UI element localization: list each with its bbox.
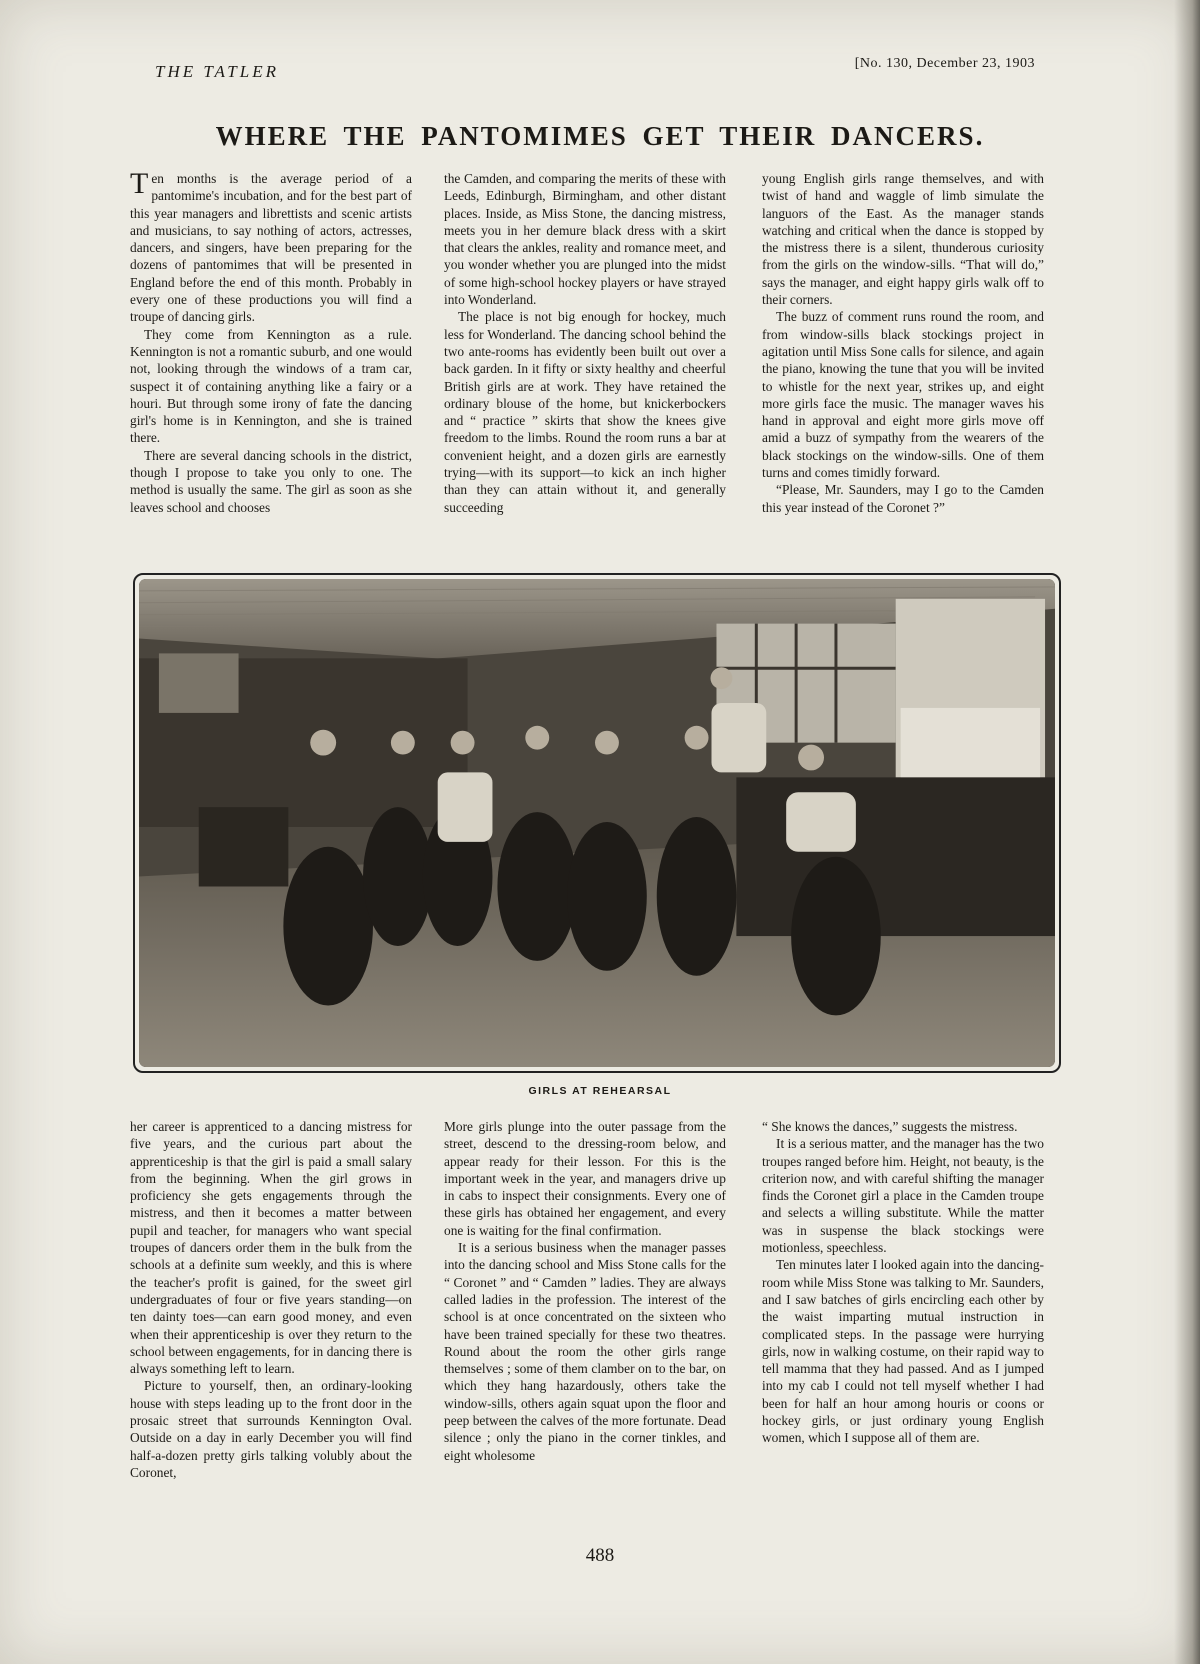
top-column-3 [762, 170, 1044, 516]
paragraph: It is a serious business when the manager passes into the dancing school and Miss Stone calls for the “ Coronet ” and “ Camden ” ladies. They are always called ladies in the profession. The interest of the school is at once concentrated on the sixteen who have been trained specially for these two theatres. Round about the room the other girls range themselves ; some of them clamber on to the bar, on which they hang hazardously, others take the window-sills, others again squat upon the floor and peep between the calves of the more fortunate. Dead silence ; only the piano in the corner tinkles, and eight wholesome [444, 1240, 726, 1463]
top-column-1 [130, 167, 412, 516]
photo-illustration [139, 579, 1055, 1067]
paragraph: The buzz of comment runs round the room, and from window-sills black stockings project in agitation until Miss Sone calls for silence, and again the piano, knowing the tune that you will be invited to whistle for the next year, strikes up, and eight more girls face the music. The manager waves his hand in approval and eight more girls move off amid a buzz of sympathy from the wearers of the black stockings on the window-sills. One of them turns and comes timidly forward. [762, 309, 1044, 481]
paragraph: It is a serious matter, and the manager has the two troupes ranged before him. Height, not beauty, is the criterion now, and with careful shifting the manager finds the Coronet girl a place in the Camden troupe and selects a willing substitute. While the matter was in suspense the black stockings were motionless, speechless. [762, 1136, 1044, 1256]
page-number: 488 [585, 1545, 615, 1566]
bottom-column-3 [762, 1118, 1044, 1447]
top-column-2 [444, 170, 726, 516]
masthead: THE TATLER [155, 62, 279, 81]
rehearsal-photograph [139, 579, 1055, 1067]
paragraph: “Please, Mr. Saunders, may I go to the Camden this year instead of the Coronet ?” [762, 482, 1044, 515]
paragraph: the Camden, and comparing the merits of these with Leeds, Edinburgh, Birmingham, and other distant places. Inside, as Miss Stone, the dancing mistress, meets you in her demure black dress with a skirt that clears the ankles, reality and romance meet, and you wonder whether you are plunged into the midst of some high-school hockey players or have strayed into Wonderland. [444, 171, 726, 308]
paragraph: More girls plunge into the outer passage from the street, descend to the dressing-room below, and appear ready for their lesson. For this is the important week in the year, and managers drive up in cabs to inspect their consignments. Every one of these girls has obtained her engagement, and every one is waiting for the final confirmation. [444, 1119, 726, 1238]
drop-cap: T [130, 167, 149, 200]
bottom-column-1 [130, 1118, 412, 1481]
paragraph: Ten minutes later I looked again into the dancing-room while Miss Stone was talking to Mr. Saunders, and I saw batches of girls encircling each other by the waist imparting mutual instruction in complicated steps. In the passage were hurrying girls, now in walking costume, on their rapid way to tell mamma that they had passed. And as I jumped into my cab I could not tell myself whether I had been for half an hour among houris or coons or hockey girls, or just ordinary young English women, which I suppose all of them are. [762, 1257, 1044, 1446]
paragraph [130, 167, 412, 326]
issue-date: [No. 130, December 23, 1903 [854, 56, 1035, 71]
paragraph: young English girls range themselves, and with twist of hand and waggle of limb simulate the languors of the East. As the manager stands watching and critical when the dance is stopped by the mistress there is a silent, thunderous curiosity from the girls on the window-sills. “That will do,” says the manager, and eight happy girls walk off to their corners. [762, 171, 1044, 308]
photograph-frame [133, 573, 1061, 1073]
paragraph: There are several dancing schools in the district, though I propose to take you only to one. The method is usually the same. The girl as soon as she leaves school and chooses [130, 447, 412, 515]
bottom-column-2 [444, 1118, 726, 1464]
photo-caption: GIRLS AT REHEARSAL [528, 1085, 672, 1097]
paragraph: Picture to yourself, then, an ordinary-looking house with steps leading up to the front door in the prosaic street that surrounds Kennington Oval. Outside on a day in early December you will find half-a-dozen pretty girls talking volubly about the Coronet, [130, 1378, 412, 1480]
paragraph: her career is apprenticed to a dancing mistress for five years, and the curious part about the apprenticeship is that the girl is paid a small salary from the beginning. When the girl grows in proficiency she gets engagements through the mistress, and then it becomes a matter between pupil and teacher, for managers who want special troupes of dancers order them in the bulk from the schools at a definite sum weekly, and this is where the teacher's profit is gained, for the sweet girl undergraduates of four or five years standing—on ten dainty toes—can earn good money, and even when their apprenticeship is over they return to the school between engagements, for in dancing there is always something left to learn. [130, 1119, 412, 1377]
paragraph: “ She knows the dances,” suggests the mistress. [762, 1119, 1018, 1134]
paragraph-rest: en months is the average period of a pantomime's incubation, and for the best part of this year managers and librettists and scenic artists and musicians, to say nothing of actors, actresses, dancers, and singers, have been preparing for the dozens of pantomimes that will be presented in England before the end of this month. Probably in every one of these productions you will find a troupe of dancing girls. [130, 171, 412, 325]
paragraph: The place is not big enough for hockey, much less for Wonderland. The dancing school behind the two ante-rooms has evidently been built out over a back garden. In it fifty or sixty healthy and cheerful British girls are at work. They have retained the ordinary blouse of the home, but knickerbockers and “ practice ” skirts that show the knees give freedom to the limbs. Round the room runs a bar at convenient height, and a dozen girls are earnestly trying—with its support—to kick an inch higher than they can attain without it, and generally succeeding [444, 309, 726, 515]
article-headline: WHERE THE PANTOMIMES GET THEIR DANCERS. [215, 121, 985, 151]
paragraph: They come from Kennington as a rule. Kennington is not a romantic suburb, and one would not, looking through the windows of a tram car, suspect it of containing anything like a fairy or a houri. But through some irony of fate the dancing girl's home is in Kennington, and she is trained there. [130, 326, 412, 446]
